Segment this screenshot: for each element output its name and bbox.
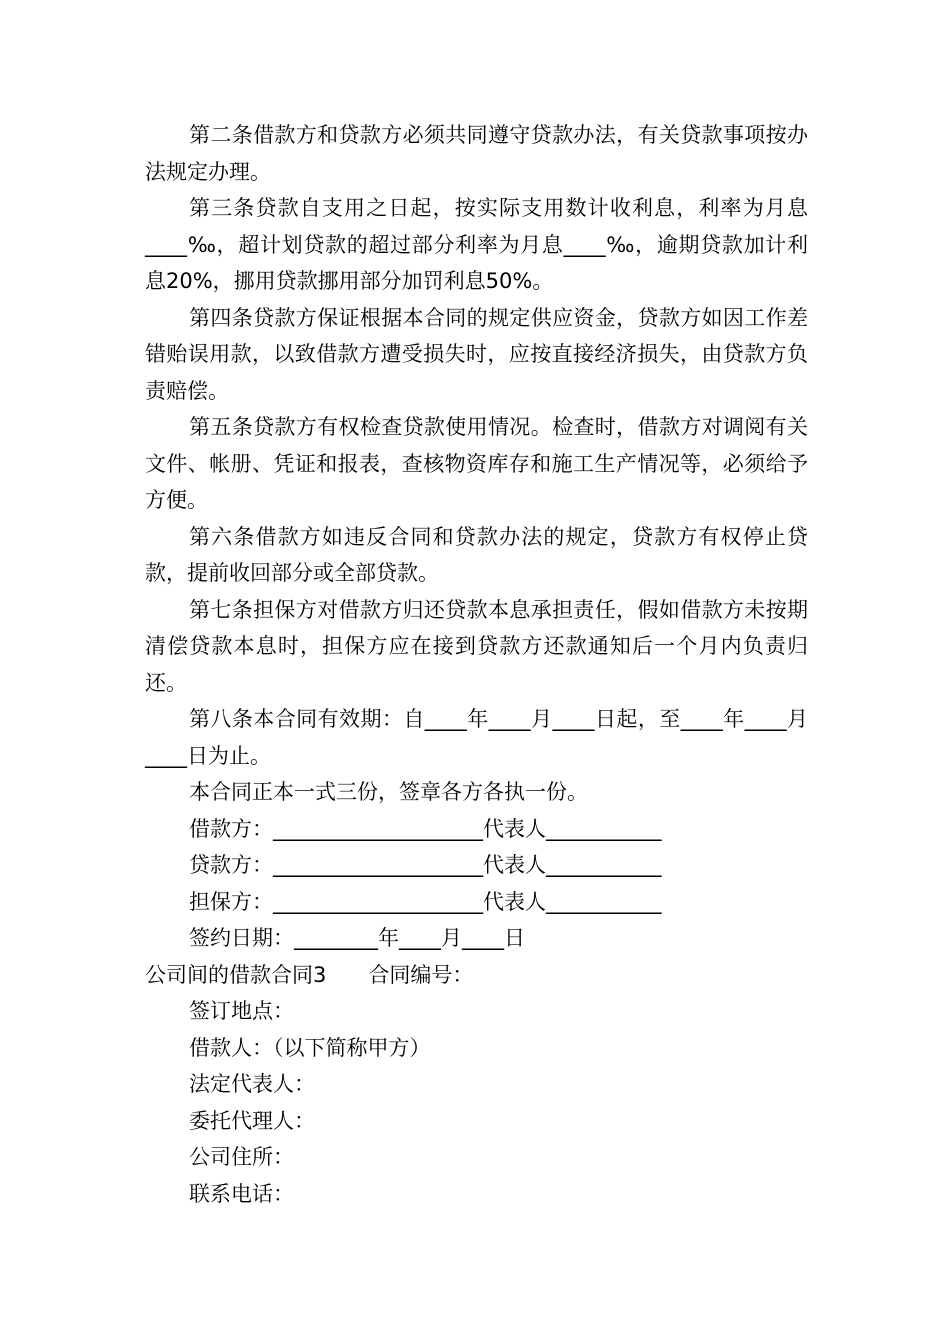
signature-rep-label: 代表人___________: [483, 853, 662, 877]
sign-date: 签约日期：________年____月____日: [189, 926, 525, 950]
clause-6: 第六条借款方如违反合同和贷款办法的规定，贷款方有权停止贷款，提前收回部分或全部贷款。: [145, 524, 808, 585]
signature-rep-label: 代表人___________: [483, 816, 662, 841]
signature-party-label: 贷款方：____________________: [189, 853, 483, 877]
signature-guarantor: [145, 884, 808, 921]
clause-8: 第八条本合同有效期：自____年____月____日起，至____年____月____日为止。: [145, 707, 808, 768]
field-sign-place: 签订地点：: [189, 999, 294, 1023]
field-agent: 委托代理人：: [189, 1108, 315, 1133]
copies-note: 本合同正本一式三份，签章各方各执一份。: [189, 780, 588, 804]
field-address: 公司住所：: [189, 1145, 294, 1169]
document-body: [145, 117, 808, 1212]
field-legal-rep: 法定代表人：: [189, 1072, 315, 1096]
section-heading: 公司间的借款合同3 合同编号：: [145, 962, 474, 987]
clause-7: 第七条担保方对借款方归还贷款本息承担责任，假如借款方未按期清偿贷款本息时，担保方应在接到贷款方还款通知后一个月内负责归还。: [145, 597, 808, 695]
clause-5: 第五条贷款方有权检查贷款使用情况。检查时，借款方对调阅有关文件、帐册、凭证和报表，查核物资库存和施工生产情况等，必须给予方便。: [145, 415, 808, 512]
field-borrower: 借款人：（以下简称甲方）: [189, 1035, 431, 1060]
clause-2: 第二条借款方和贷款方必须共同遵守贷款办法，有关贷款事项按办法规定办理。: [145, 123, 808, 184]
signature-rep-label: 代表人___________: [483, 889, 662, 914]
field-phone: 联系电话：: [189, 1181, 294, 1206]
signature-lender: [145, 847, 808, 884]
clause-4: 第四条贷款方保证根据本合同的规定供应资金，贷款方如因工作差错贻误用款，以致借款方遭受损失时，应按直接经济损失，由贷款方负责赔偿。: [145, 305, 808, 403]
signature-borrower: [145, 811, 808, 848]
clause-3: 第三条贷款自支用之日起，按实际支用数计收利息，利率为月息____‰，超计划贷款的超过部分利率为月息____‰，逾期贷款加计利息20%，挪用贷款挪用部分加罚利息50%。: [145, 196, 808, 293]
signature-party-label: 借款方：____________________: [189, 816, 483, 841]
signature-party-label: 担保方：____________________: [189, 889, 483, 914]
